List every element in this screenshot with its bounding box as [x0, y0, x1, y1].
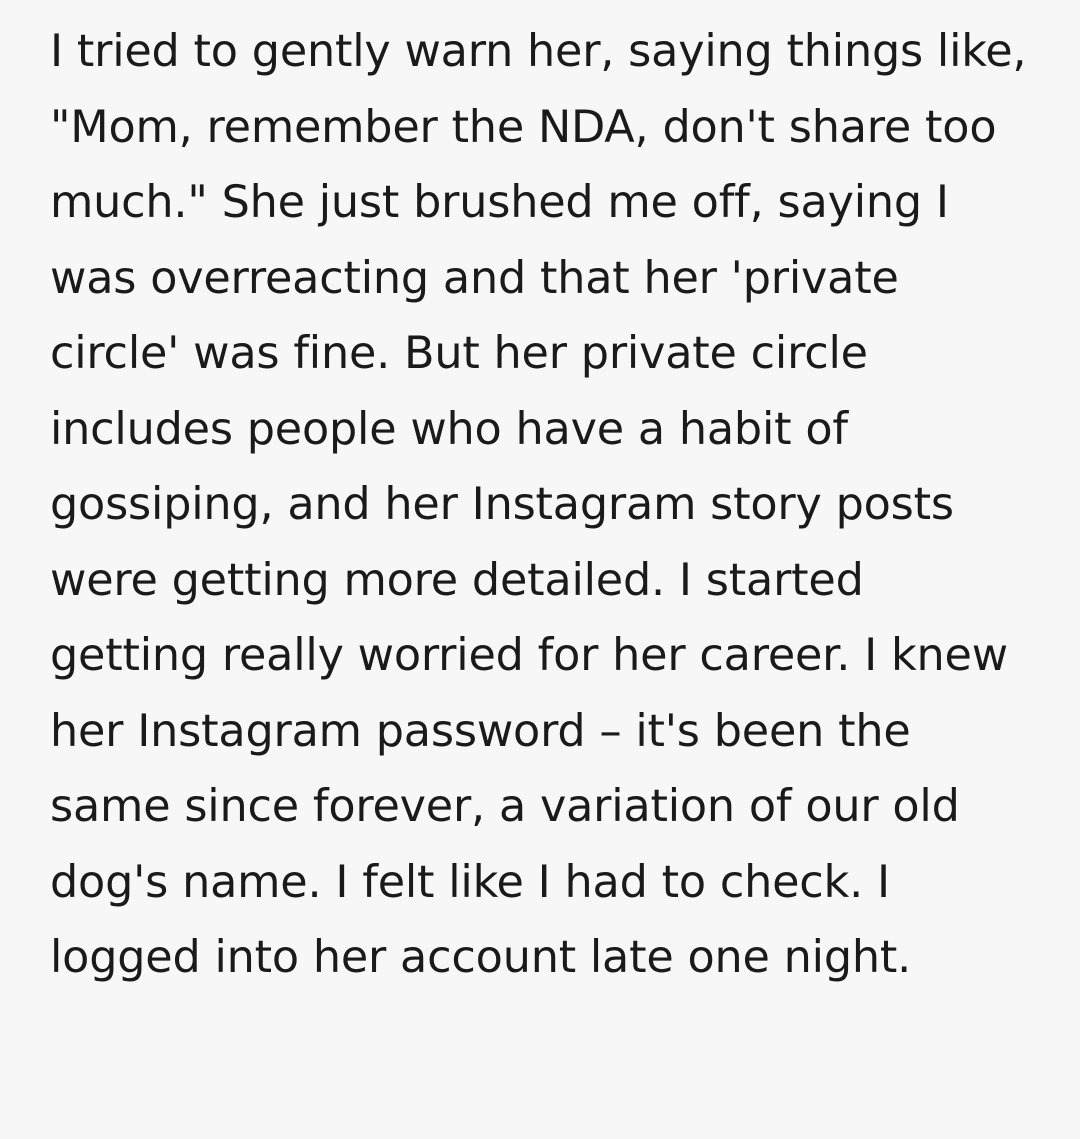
story-paragraph: I tried to gently warn her, saying things like, "Mom, remember the NDA, don't share too much." She just brushed me off, saying I was overreacting and that her 'private circle' was fine. But her private circle includes people who have a habit of gossiping, and her Instagram story posts were getting more detailed. I started getting really worried for her career. I knew her Instagram password – it's been the same since forever, a variation of our old dog's name. I felt like I had to check. I logged into her account late one night.	[50, 26, 1041, 983]
